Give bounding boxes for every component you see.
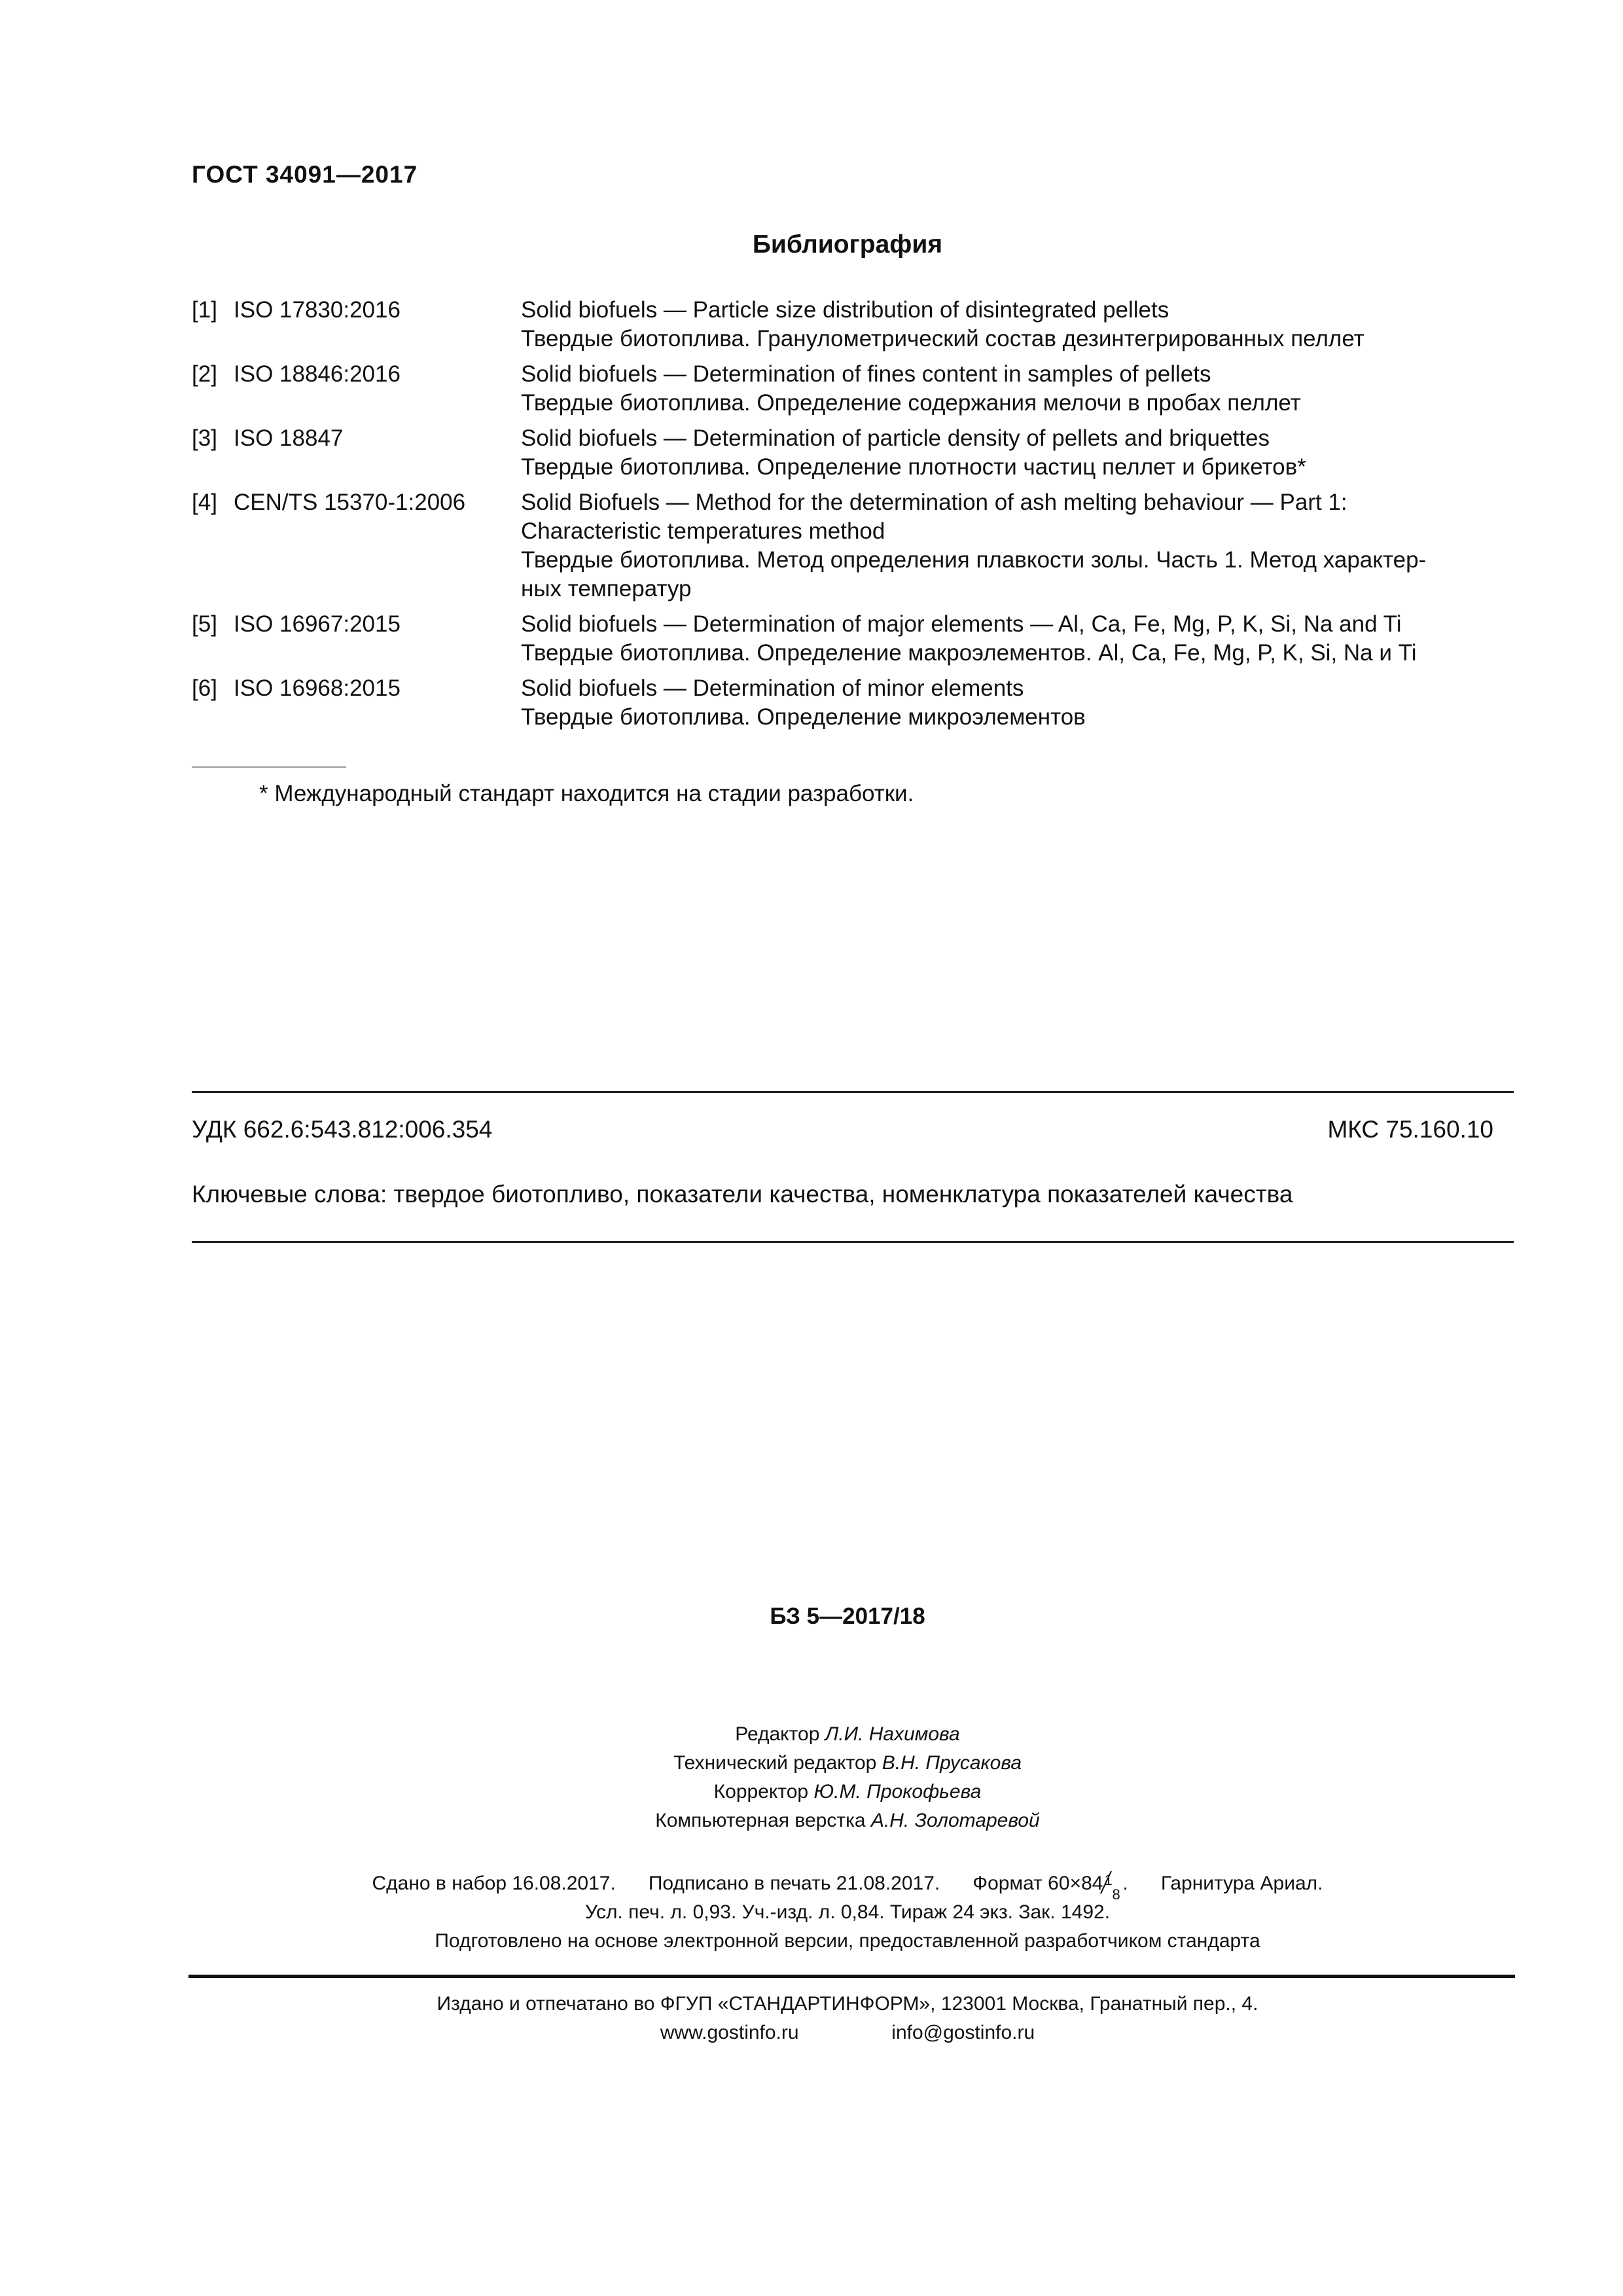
footnote-separator [192, 766, 346, 768]
staff-line: Корректор Ю.М. Прокофьева [713, 1781, 982, 1803]
typeface: Гарнитура Ариал. [1160, 1873, 1323, 1894]
entry-title-en: Solid biofuels — Particle size distribution of disintegrated pellets [521, 297, 1169, 323]
mks-code: МКС 75.160.10 [1327, 1116, 1493, 1143]
staff-name: Ю.М. Прокофьева [813, 1781, 982, 1803]
entry-title-en: Solid biofuels — Determination of minor elements [521, 675, 1024, 701]
entry-title-en: Solid biofuels — Determination of particle density of pellets and briquettes [521, 425, 1270, 451]
entry-number: [4] [192, 490, 217, 515]
entry-title-ru: Твердые биотоплива. Определение микроэлементов [521, 704, 1086, 730]
entry-title-ru: Твердые биотоплива. Метод определения плавкости золы. Часть 1. Метод характер- [521, 547, 1427, 573]
entry-standard: ISO 16967:2015 [234, 611, 401, 637]
divider-top [192, 1091, 1514, 1093]
editorial-staff [0, 1720, 1623, 1835]
format-fraction: 1 8 [1103, 1874, 1122, 1893]
staff-line: Редактор Л.И. Нахимова [735, 1723, 960, 1745]
bibliography-entry [192, 424, 1514, 482]
staff-name: В.Н. Прусакова [882, 1752, 1022, 1774]
entry-title-en: Solid biofuels — Determination of major elements — Al, Ca, Fe, Mg, P, K, Si, Na and Ti [521, 611, 1402, 637]
entry-title-en: Solid biofuels — Determination of fines content in samples of pellets [521, 361, 1211, 387]
entry-title-ru: Твердые биотоплива. Определение макроэлементов. Al, Ca, Fe, Mg, P, K, Si, Na и Ti [521, 640, 1417, 666]
bibliography-entry [192, 360, 1514, 418]
entry-standard: ISO 18847 [234, 425, 344, 451]
sent-date: Сдано в набор 16.08.2017. [372, 1873, 616, 1894]
website-link[interactable]: www.gostinfo.ru [660, 2022, 799, 2043]
entry-number: [3] [192, 425, 217, 451]
entry-number: [2] [192, 361, 217, 387]
bibliography-entry [192, 488, 1514, 603]
entry-standard: CEN/TS 15370-1:2006 [234, 490, 466, 515]
bibliography-entry [192, 610, 1514, 668]
entry-title-ru: Твердые биотоплива. Определение плотности частиц пеллет и брикетов* [521, 454, 1306, 480]
bibliography-entry [192, 674, 1514, 732]
publisher-info: Издано и отпечатано во ФГУП «СТАНДАРТИНФОРМ», 123001 Москва, Гранатный пер., 4. [437, 1993, 1258, 2015]
entry-title-en-cont: Characteristic temperatures method [521, 518, 885, 544]
entry-title-ru: Твердые биотоплива. Гранулометрический состав дезинтегрированных пеллет [521, 326, 1364, 351]
entry-title-en: Solid Biofuels — Method for the determination of ash melting behaviour — Part 1: [521, 490, 1347, 515]
entry-standard: ISO 17830:2016 [234, 297, 401, 323]
keywords: Ключевые слова: твердое биотопливо, показатели качества, номенклатура показателей качества [192, 1181, 1293, 1208]
entry-number: [6] [192, 675, 217, 701]
bz-number: БЗ 5—2017/18 [770, 1604, 925, 1629]
print-dates-line: Сдано в набор 16.08.2017. Подписано в печать 21.08.2017. Формат 60×84 1 8 . Гарнитура Ариал. [372, 1872, 1323, 1903]
paper-format: Формат 60×84 [972, 1873, 1103, 1894]
entry-title-ru-cont: ных температур [521, 576, 692, 601]
staff-name: Л.И. Нахимова [825, 1723, 960, 1745]
entry-standard: ISO 18846:2016 [234, 361, 401, 387]
entry-standard: ISO 16968:2015 [234, 675, 401, 701]
bibliography-entry [192, 296, 1514, 353]
signed-date: Подписано в печать 21.08.2017. [648, 1873, 940, 1894]
staff-name: А.Н. Золотаревой [870, 1810, 1040, 1831]
entry-title-ru: Твердые биотоплива. Определение содержания мелочи в пробах пеллет [521, 390, 1301, 416]
footnote: * Международный стандарт находится на стадии разработки. [259, 781, 914, 806]
contacts-line [0, 2018, 1623, 2047]
udk-code: УДК 662.6:543.812:006.354 [192, 1116, 493, 1143]
document-code: ГОСТ 34091—2017 [192, 161, 418, 188]
print-info: Усл. печ. л. 0,93. Уч.-изд. л. 0,84. Тираж 24 экз. Зак. 1492. [584, 1901, 1111, 1923]
prepared-note: Подготовлено на основе электронной версии, предоставленной разработчиком стандарта [435, 1930, 1260, 1952]
divider-bottom [192, 1241, 1514, 1243]
staff-line: Технический редактор В.Н. Прусакова [673, 1752, 1022, 1774]
bibliography-title: Библиография [752, 230, 943, 259]
thick-divider [188, 1975, 1515, 1978]
entry-number: [5] [192, 611, 217, 637]
entry-number: [1] [192, 297, 217, 323]
email-link[interactable]: info@gostinfo.ru [891, 2022, 1035, 2043]
staff-line: Компьютерная верстка А.Н. Золотаревой [655, 1810, 1040, 1831]
